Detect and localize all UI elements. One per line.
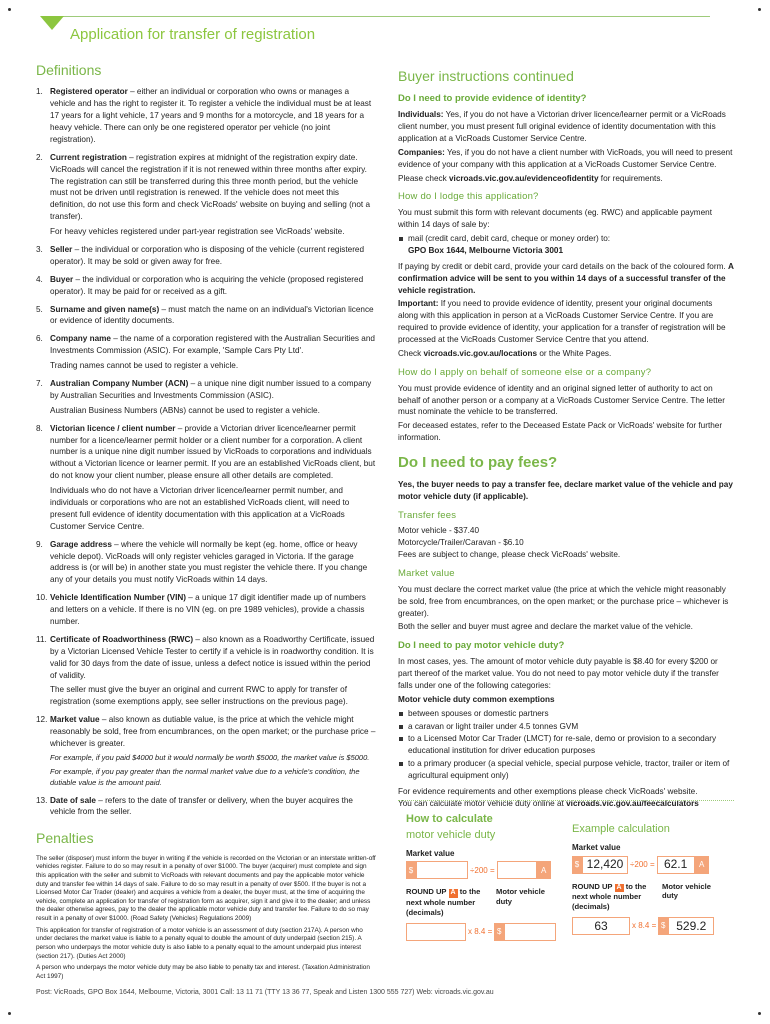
a-label: A (695, 856, 709, 874)
definition-item (36, 539, 376, 587)
definition-number: 1. (36, 87, 43, 97)
market-value-label: Market value (406, 848, 455, 858)
calc-labels (406, 887, 566, 917)
calc-row-market (406, 861, 566, 879)
corner-dot (758, 8, 761, 11)
example-divided: 62.1 (657, 856, 695, 874)
definition-extra: The seller must give the buyer an original and current RWC to apply for transfer of registration (some exemptions apply, see seller instructions on the previous page). (50, 685, 348, 707)
market-value-input[interactable] (416, 861, 468, 879)
definition-term: Market value (50, 715, 100, 725)
duty-calculation-panel (398, 812, 734, 952)
definition-term: Registered operator (50, 87, 128, 97)
definition-text: – must match the name on an individual's Victorian licence or evidence of identity documents. (50, 304, 374, 326)
example-duty: 529.2 (668, 917, 714, 935)
definition-extra: Individuals who do not have a Victorian driver licence/learner permit number, and individuals or corporations who are not an established VicRoads client, will need to present full evidence of identity documentation with this application at a VicRoads Customer Service Centre. (50, 486, 350, 531)
definition-body (50, 592, 376, 628)
definition-number: 9. (36, 539, 43, 549)
definition-extra: For heavy vehicles registered under part-year registration see VicRoads' website. (50, 227, 345, 237)
duty-text: In most cases, yes. The amount of motor vehicle duty payable is $8.40 for every $200 or part thereof of the market value. You do not need to pay motor vehicle duty if the transfer falls under one of the following categories: (398, 657, 719, 690)
list-item: between spouses or domestic partners (398, 708, 734, 720)
market-value-text: You must declare the correct market value (the price at which the vehicle might reasonably be sold, free from encumbrances, on the open market; or the purchase price – whichever is greater). (398, 584, 729, 618)
definitions-column (36, 60, 376, 985)
calc-subheading: motor vehicle duty (406, 828, 496, 841)
definition-number: 13. (36, 795, 48, 805)
duty-evidence: For evidence requirements and other exemptions please check VicRoads' website. (398, 787, 698, 797)
fee-line: Motorcycle/Trailer/Caravan - $6.10 (398, 538, 524, 548)
divide-op: ÷200 = (630, 859, 655, 869)
check-pre: Please check (398, 173, 449, 183)
list-item: a caravan or light trailer under 4.5 tonnes GVM (398, 721, 734, 733)
exemptions-list (398, 708, 734, 782)
definition-text: – also known as a Roadworthy Certificate, issued by a Victorian Licensed Vehicle Tester to certify if a vehicle is in roadworthy condition. It is valid for 30 days from the date of issue, unless a defect notice is issued within the period of validity. (50, 634, 375, 680)
definition-term: Current registration (50, 152, 127, 162)
calc-blank (406, 812, 566, 941)
check-post: or the White Pages. (537, 348, 612, 358)
calc-row-duty (406, 923, 566, 941)
round-up-label (406, 887, 496, 917)
definition-term: Date of sale (50, 795, 96, 805)
definition-term: Victorian licence / client number (50, 423, 176, 433)
locations-link[interactable]: vicroads.vic.gov.au/locations (423, 348, 538, 358)
postal-address: GPO Box 1644, Melbourne Victoria 3001 (408, 245, 564, 255)
dollar-label: $ (658, 917, 668, 935)
definition-item (36, 592, 376, 628)
divided-input[interactable] (497, 861, 537, 879)
market-value-heading: Market value (398, 568, 455, 580)
definition-item (36, 304, 376, 328)
definition-body (50, 423, 376, 533)
definition-number: 5. (36, 304, 43, 314)
example-market: 12,420 (582, 856, 628, 874)
dollar-label: $ (494, 923, 504, 941)
duty-heading: Do I need to pay motor vehicle duty? (398, 640, 565, 652)
payment-text: If paying by credit or debit card, provide your card details on the back of the coloured form. (398, 261, 728, 271)
example-row-duty (572, 917, 734, 935)
companies-label: Companies: (398, 147, 445, 157)
definition-number: 11. (36, 634, 47, 644)
round-up-text: ROUND UP (406, 887, 447, 897)
confirmation-text: A confirmation advice will be sent to you within 14 days of a successful transfer of the vehicle registration. (398, 261, 734, 295)
definition-term: Garage address (50, 539, 112, 549)
definition-number: 3. (36, 244, 43, 254)
lodge-intro: You must submit this form with relevant documents (eg. RWC) and applicable payment within 14 days of sale by: (398, 208, 712, 230)
definition-item (36, 274, 376, 298)
exemptions-label: Motor vehicle duty common exemptions (398, 694, 555, 704)
lodge-heading: How do I lodge this application? (398, 191, 539, 203)
behalf-deceased: For deceased estates, refer to the Deceased Estate Pack or VicRoads' website for further information. (398, 421, 723, 443)
divider (398, 800, 734, 801)
dollar-label: $ (572, 856, 582, 874)
fees-intro-text: Yes, the buyer needs to pay a transfer fee, declare market value of the vehicle and pay motor vehicle duty (if applicable). (398, 479, 733, 501)
definition-body (50, 86, 376, 145)
definition-number: 4. (36, 274, 43, 284)
behalf-text: You must provide evidence of identity and an original signed letter of authority to act on behalf of another person or a company at a VicRoads Customer Service Centre. The letter must nominate the vehicle to be transferred. (398, 383, 725, 417)
round-up-text: ROUND UP (572, 881, 613, 891)
definition-number: 7. (36, 379, 43, 388)
fee-line: Motor vehicle - $37.40 (398, 526, 480, 536)
evidence-check (398, 173, 734, 185)
definition-example: For example, if you paid $4000 but it would normally be worth $5000, the market value is $5000. (50, 752, 370, 762)
calculator-link[interactable]: vicroads.vic.gov.au/feecalculators (566, 798, 699, 808)
important-body: If you need to provide evidence of identity, present your original documents along with this application in person at a VicRoads Customer Service Centre. If you are required to provide evidence of identity, your application for a transfer of registration will be processed at the VicRoads Customer Service Centre that you attend. (398, 299, 726, 345)
definition-text: – the individual or corporation who is disposing of the vehicle (current registered operator). It may be sold or given away for free. (50, 244, 365, 266)
companies-text (398, 147, 734, 171)
definition-body (50, 634, 376, 708)
definitions-heading: Definitions (36, 62, 102, 78)
definition-body (50, 714, 376, 788)
exemptions-heading (398, 694, 734, 706)
definition-body (50, 152, 376, 238)
a-tag: A (450, 889, 456, 897)
example-labels (572, 882, 734, 912)
definition-item (36, 86, 376, 145)
check-post: for requirements. (598, 173, 663, 183)
definition-text: – the individual or corporation who is acquiring the vehicle (proposed registered operator). It may be paid for or received as a gift. (50, 274, 364, 296)
definition-text: – a unique nine digit number issued to a company by Australian Securities and Investments Commission (ASIC). (50, 379, 372, 400)
lodge-payment (398, 261, 734, 297)
definition-extra: Trading names cannot be used to register a vehicle. (50, 361, 239, 371)
penalties-heading: Penalties (36, 830, 94, 847)
check-pre: Check (398, 348, 424, 358)
multiply-op: x 8.4 = (632, 921, 657, 931)
penalty-paragraph: This application for transfer of registration of a motor vehicle is an assessment of duty (section 217A). A person who under declares the market value is liable to a penalty equal to double the amount of duty underpaid (section 215). A person who underpays the motor vehicle duty is also liable to a penalty equal to the amount underpaid plus interest (section 217). (Duties Act 2000) (36, 926, 363, 960)
rounded-input[interactable] (406, 923, 466, 941)
definition-body (50, 304, 376, 328)
companies-body: Yes, if you do not have a client number with VicRoads, you will need to present evidence of your company with this application at a VicRoads Customer Service Centre. (398, 147, 733, 169)
multiply-op: x 8.4 = (468, 927, 493, 937)
definition-text: – where the vehicle will normally be kept (eg. home, office or heavy vehicle depot). VicRoads will only register vehicles garaged in Victoria. If the garage address is (or will be) in another state you must register the vehicle there. If you change any of your details you must notify VicRoads within 14 days. (50, 539, 368, 585)
definition-item (36, 378, 376, 417)
individuals-text (398, 109, 734, 145)
definition-number: 10. (36, 593, 48, 603)
definition-extra: Australian Business Numbers (ABNs) cannot be used to register a vehicle. (50, 405, 320, 415)
list-item: to a Licensed Motor Car Trader (LMCT) for re-sale, demo or provision to a secondary educational institution for driver education purposes (398, 733, 734, 757)
example-heading: Example calculation (572, 823, 670, 835)
definition-term: Seller (50, 244, 73, 254)
list-item (398, 233, 734, 257)
definition-body (50, 539, 376, 587)
definition-number: 2. (36, 152, 43, 162)
corner-dot (758, 1012, 761, 1015)
definition-term: Australian Company Number (ACN) (50, 379, 189, 388)
market-value-agree: Both the seller and buyer must agree and declare the market value of the vehicle. (398, 622, 693, 632)
chevron-icon (40, 16, 64, 30)
lodge-important (398, 298, 734, 346)
definition-number: 8. (36, 423, 43, 433)
example-row-market (572, 856, 734, 874)
definition-body (50, 244, 376, 268)
fees-heading: Do I need to pay fees? (398, 454, 558, 472)
penalty-paragraph: A person who underpays the motor vehicle duty may be also liable to penalty tax and interest. (Taxation Administration Act 1997) (36, 964, 370, 980)
evidence-link[interactable]: vicroads.vic.gov.au/evidenceofidentity (448, 173, 599, 183)
duty-label: Motor vehicle duty (496, 887, 545, 906)
market-value-label: Market value (572, 842, 621, 852)
definition-text: – refers to the date of transfer or delivery, when the buyer acquires the vehicle from the seller. (50, 795, 353, 817)
corner-dot (8, 8, 11, 11)
definition-term: Buyer (50, 274, 74, 284)
definition-item (36, 795, 376, 819)
definition-text: – registration expires at midnight of the registration expiry date. VicRoads will cancel the registration if it is not renewed within three months after expiry. The registration can still be transferred during this three month period, but the vehicle must not be driven until registration is renewed. If the vehicle does not meet this definition, do not use this form and check VicRoads' website on buying and selling (not a transfer). (50, 152, 371, 222)
definition-item (36, 244, 376, 268)
transfer-fees-heading: Transfer fees (398, 509, 457, 521)
calculator-text: You can calculate motor vehicle duty online at (398, 798, 567, 808)
definitions-list (36, 86, 376, 818)
round-up-rest: to the next whole number (decimals) (406, 887, 481, 917)
definition-body (50, 274, 376, 298)
definition-term: Vehicle Identification Number (VIN) (50, 593, 187, 603)
definition-text: – also known as dutiable value, is the price at which the vehicle might reasonably be sold, free from encumbrances, on the open market; or the purchase price – whichever is greater. (50, 715, 376, 749)
page-title: Application for transfer of registration (70, 26, 316, 43)
definition-term: Surname and given name(s) (50, 304, 160, 314)
definition-body (50, 378, 376, 417)
definition-text: – the name of a corporation registered with the Australian Securities and Investments Commission (ASIC). For example, 'Sample Cars Pty Ltd'. (50, 334, 375, 356)
definition-number: 6. (36, 334, 43, 344)
behalf-heading: How do I apply on behalf of someone else or a company? (398, 366, 652, 378)
evidence-heading: Do I need to provide evidence of identity? (398, 93, 587, 105)
fees-intro (398, 479, 734, 503)
a-tag: A (616, 883, 622, 891)
a-label: A (537, 861, 551, 879)
definition-term: Company name (50, 334, 111, 344)
list-item: to a primary producer (a special vehicle, special purpose vehicle, tractor, trailer or item of agricultural equipment only) (398, 758, 734, 782)
footer-contact: Post: VicRoads, GPO Box 1644, Melbourne, Victoria, 3001 Call: 13 11 71 (TTY 13 36 77, Speak and Listen 1300 555 727) Web: vicroads.vic.gov.au (36, 989, 494, 996)
example-rounded: 63 (572, 917, 630, 935)
definition-number: 12. (36, 715, 48, 725)
lodge-check (398, 348, 734, 360)
definition-body (50, 333, 376, 372)
calc-example (572, 812, 734, 935)
duty-label: Motor vehicle duty (662, 881, 711, 901)
calc-heading: How to calculate (406, 813, 493, 825)
buyer-column (398, 66, 734, 812)
definition-item (36, 152, 376, 238)
definition-text: – either an individual or corporation who owns or manages a vehicle and has the right to register it. To register a vehicle the individual must be at least 17 years for a light vehicle, 17 years and 9 months for a motorcycle, and 18 years for a heavy vehicle. There can only be one registered operator per vehicle (no joint registration). (50, 87, 372, 144)
lodge-list (398, 233, 734, 257)
divide-op: ÷200 = (470, 865, 495, 875)
important-label: Important: (398, 299, 439, 309)
definition-text: – a unique 17 digit identifier made up of numbers and letters on a vehicle. If there is no VIN (eg. on pre 1989 vehicles), provide a chassis number. (50, 593, 366, 627)
definition-body (50, 795, 376, 819)
round-up-label (572, 882, 662, 912)
definition-example: For example, if you pay greater than the normal market value due to a vehicle's condition, the dutiable value is the amount paid. (50, 766, 360, 787)
definition-item (36, 714, 376, 788)
definition-item (36, 423, 376, 533)
lodge-bullet: mail (credit card, debit card, cheque or money order) to: (408, 233, 611, 243)
definition-item (36, 634, 376, 708)
definition-item (36, 333, 376, 372)
penalty-paragraph: The seller (disposer) must inform the buyer in writing if the vehicle is recorded on the Victorian or an interstate written-off vehicles register. Failure to do so may result in a penalty of over $1000. The buyer (acquirer) must complete and sign this application with the seller and submit to VicRoads with relevant documents and pay the applicable motor vehicle duty and transfer fee within 14 days of sale. Failure to do so may result in a penalty of over $500. If the buyer is not a Licensed Motor Car Trader (dealer) and acquires a vehicle from a dealer, the buyer must, at the time of acquiring the vehicle, complete an application for transfer of registration form as acquirer, sign it and give it to the dealer; and unless the dealer otherwise agrees, pay to the dealer the applicable motor vehicle duty and transfer fee. Failure to do so may result in a penalty of over $1000. (Road Safety (Vehicles) Regulations 2009) (36, 854, 376, 923)
definition-text: – provide a Victorian driver licence/learner permit number for a licence/learner permit holder or a client number for a corporation. A client number is a unique nine digit number issued by VicRoads to corporations and individuals without a Victorian licence or learner permit. If you are an established VicRoads client, but do not know your client number, please ensure all other details are completed. (50, 423, 376, 481)
corner-dot (8, 1012, 11, 1015)
buyer-heading: Buyer instructions continued (398, 68, 574, 84)
dollar-label: $ (406, 861, 416, 879)
round-up-rest: to the next whole number (decimals) (572, 881, 647, 911)
duty-input[interactable] (504, 923, 556, 941)
individuals-label: Individuals: (398, 110, 444, 120)
definition-term: Certificate of Roadworthiness (RWC) (50, 634, 194, 644)
individuals-body: Yes, if you do not have a Victorian driver licence/learner permit or a VicRoads client number, you must present full original evidence of identity documentation with this application at a VicRoads Customer Service Centre. (398, 110, 726, 143)
header-rule (60, 16, 710, 17)
penalties-text (36, 855, 376, 982)
fee-line: Fees are subject to change, please check VicRoads' website. (398, 550, 621, 560)
